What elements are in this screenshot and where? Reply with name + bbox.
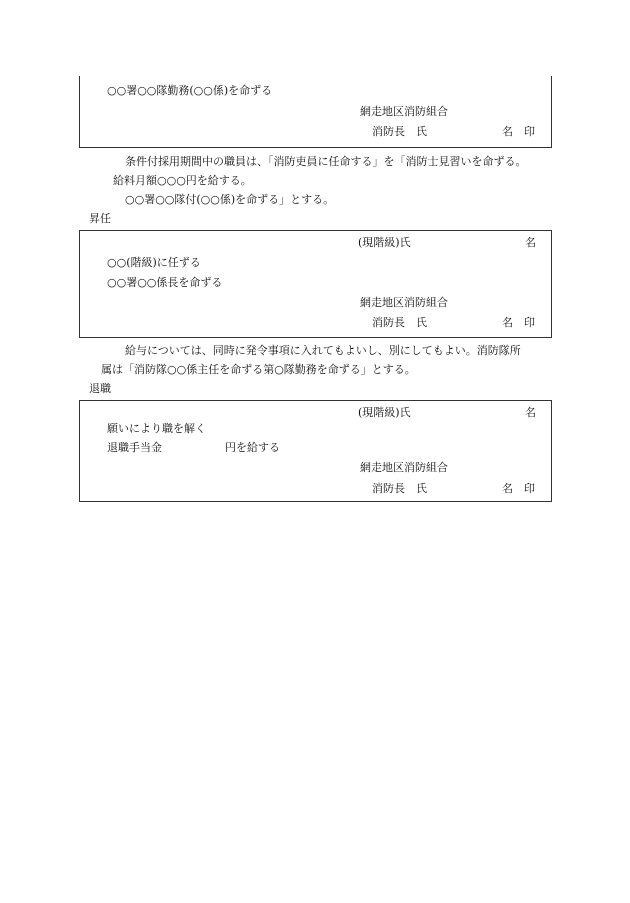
name-label: 名 [525,236,536,249]
order-line: ○○署○○隊勤務(○○係)を命ずる [107,84,273,97]
section-heading-promotion: 昇任 [89,212,111,225]
organization-name: 網走地区消防組合 [360,296,448,309]
fire-chief-label: 消防長 氏 [372,482,427,495]
promotion-rank-line: ○○(階級)に任ずる [107,256,201,269]
current-rank-label: (現階級)氏 [358,236,411,249]
name-seal-label: 名 印 [502,316,535,329]
name-label: 名 [525,406,536,419]
retirement-allowance-label: 退職手当金 [107,441,162,454]
fire-chief-label: 消防長 氏 [372,125,427,138]
fire-chief-label: 消防長 氏 [372,316,427,329]
retirement-allowance-value: 円を給する [225,441,280,454]
promotion-post-line: ○○署○○係長を命ずる [107,276,223,289]
organization-name: 網走地区消防組合 [360,461,448,474]
note-salary-line-1: 給与については、同時に発令事項に入れてもよいし、別にしてもよい。消防隊所 [125,344,521,357]
note-probation-line-1: 条件付採用期間中の職員は、「消防吏員に任命する」を「消防士見習いを命ずる。 [125,155,527,168]
name-seal-label: 名 印 [502,125,535,138]
note-probation-line-3: ○○署○○隊付(○○係)を命ずる」とする。 [125,193,335,206]
name-seal-label: 名 印 [502,482,535,495]
current-rank-label: (現階級)氏 [358,406,411,419]
section-heading-retirement: 退職 [89,382,111,395]
retirement-dismissal-line: 願いにより職を解く [107,422,206,435]
note-salary-line-2: 属は「消防隊○○係主任を命ずる第○隊勤務を命ずる」とする。 [101,363,416,376]
note-probation-line-2: 給料月額○○○円を給する。 [113,174,252,187]
organization-name: 網走地区消防組合 [360,105,448,118]
